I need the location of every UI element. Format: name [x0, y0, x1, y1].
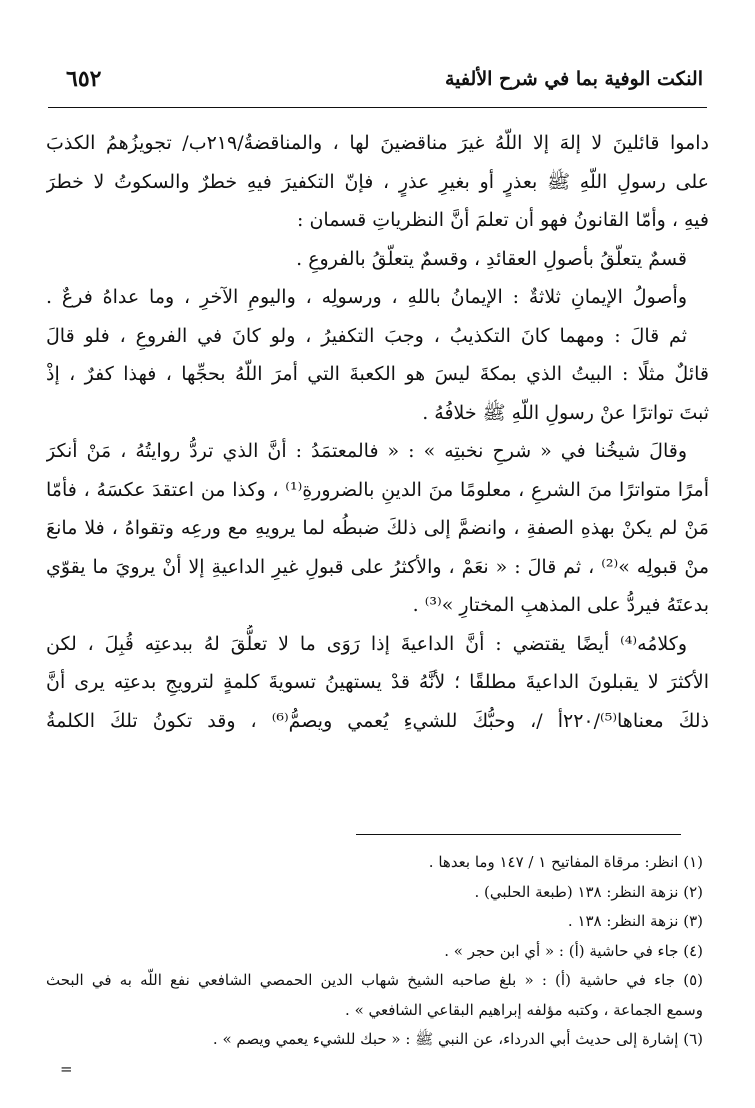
- text-line: داموا قائلينَ لا إلهَ إلا اللّهُ غيرَ مناقضينَ لها ، والمناقضةُ/٢١٩ب/ تجويزُهمُ الكذبَ: [46, 132, 709, 154]
- footnote: (٤) جاء في حاشية (أ) : « أي ابن حجر » .: [444, 941, 703, 960]
- text-line: على رسولِ اللّهِ ﷺ بعذرٍ أو بغيرِ عذرٍ ، فإنّ التكفيرَ فيهِ خطرٌ والسكوتُ لا خطرَ: [46, 170, 709, 193]
- text-line: الأكثرَ لا يقبلونَ الداعيةَ مطلقًا ؛ لأنَّهُ قدْ يستهينُ تسويةَ كلمةٍ لترويجِ بدعتِه يرى أنَّ: [46, 671, 709, 693]
- main-text: [46, 124, 709, 740]
- footnote: (٣) نزهة النظر: ١٣٨ .: [567, 912, 703, 930]
- text-line: قسمٌ يتعلّقُ بأصولِ العقائدِ ، وقسمٌ يتعلّقُ بالفروعِ .: [296, 247, 687, 270]
- page-header: [48, 64, 707, 104]
- text-line: وكلامُه⁽⁴⁾ أيضًا يقتضي : أنَّ الداعيةَ إذا رَوَى ما لا تعلُّقَ لهُ ببدعتِه قُبِلَ ، لكن: [46, 632, 687, 655]
- text-line: قائلٌ مثلًا : البيتُ الذي بمكةَ ليسَ هو الكعبةَ التي أمرَ اللّهُ بحجِّها ، فهذا كفرٌ ، إذْ: [46, 363, 709, 385]
- running-title: النكت الوفية بما في شرح الألفية: [445, 68, 703, 90]
- continuation-mark: =: [60, 1060, 73, 1078]
- text-line: ثبتَ تواترًا عنْ رسولِ اللّهِ ﷺ خلافُهُ .: [422, 401, 709, 424]
- text-line: أمرًا متواترًا منَ الشرعِ ، معلومًا منَ الدينِ بالضرورةِ⁽¹⁾ ، وكذا من اعتقدَ عكسَهُ ، فأمّا: [46, 478, 709, 501]
- footnotes: [46, 848, 703, 1055]
- text-line: منْ قبولِه »⁽²⁾ ، ثم قالَ : « نعَمْ ، والأكثرُ على قبولِ غيرِ الداعيةِ إلا أنْ يرويَ ما يقوّي: [46, 555, 709, 578]
- footnote-continuation: وسمع الجماعة ، وكتبه مؤلفه إبراهيم البقاعي الشافعي » .: [345, 1000, 703, 1019]
- footnote-separator: [356, 834, 681, 835]
- text-line: بدعتَهُ فيردُّ على المذهبِ المختارِ »⁽³⁾ .: [412, 594, 709, 616]
- text-line: فيهِ ، وأمّا القانونُ فهو أن تعلمَ أنَّ النظرياتِ قسمان :: [297, 209, 709, 231]
- footnote: (٢) نزهة النظر: ١٣٨ (طبعة الحلبي) .: [474, 882, 703, 901]
- footnote: (٦) إشارة إلى حديث أبي الدرداء، عن النبي ﷺ : « حبك للشيء يعمي ويصم » .: [212, 1030, 703, 1048]
- text-line: وقالَ شيخُنا في « شرحِ نخبتِه » : « فالمعتمَدُ : أنَّ الذي تردُّ روايتُهُ ، مَنْ أنكرَ: [46, 440, 687, 462]
- text-line: وأصولُ الإيمانِ ثلاثةٌ : الإيمانُ باللهِ ، ورسولِه ، واليومِ الآخرِ ، وما عداهُ فرعٌ .: [46, 286, 687, 308]
- page-number: ٦٥٢: [66, 66, 102, 92]
- header-rule: [48, 107, 707, 108]
- text-line: ثم قالَ : ومهما كانَ التكذيبُ ، وجبَ التكفيرُ ، ولو كانَ في الفروعِ ، فلو قالَ: [46, 324, 687, 347]
- footnote: (١) انظر: مرقاة المفاتيح ١ / ١٤٧ وما بعدها .: [428, 853, 703, 871]
- text-line: ذلكَ معناها⁽⁵⁾/٢٢٠أ /، وحبُّكَ للشيءِ يُعمي ويصمُّ⁽⁶⁾ ، وقد تكونُ تلكَ الكلمةُ: [46, 709, 709, 732]
- text-line: مَنْ لم يكنْ بهذهِ الصفةِ ، وانضمَّ إلى ذلكَ ضبطُه لما يرويهِ مع ورعِه وتقواهُ ، فلا مانعَ: [46, 517, 709, 539]
- footnote: (٥) جاء في حاشية (أ) : « بلغ صاحبه الشيخ شهاب الدين الحمصي الشافعي نفع اللّه به في البحث: [46, 971, 703, 989]
